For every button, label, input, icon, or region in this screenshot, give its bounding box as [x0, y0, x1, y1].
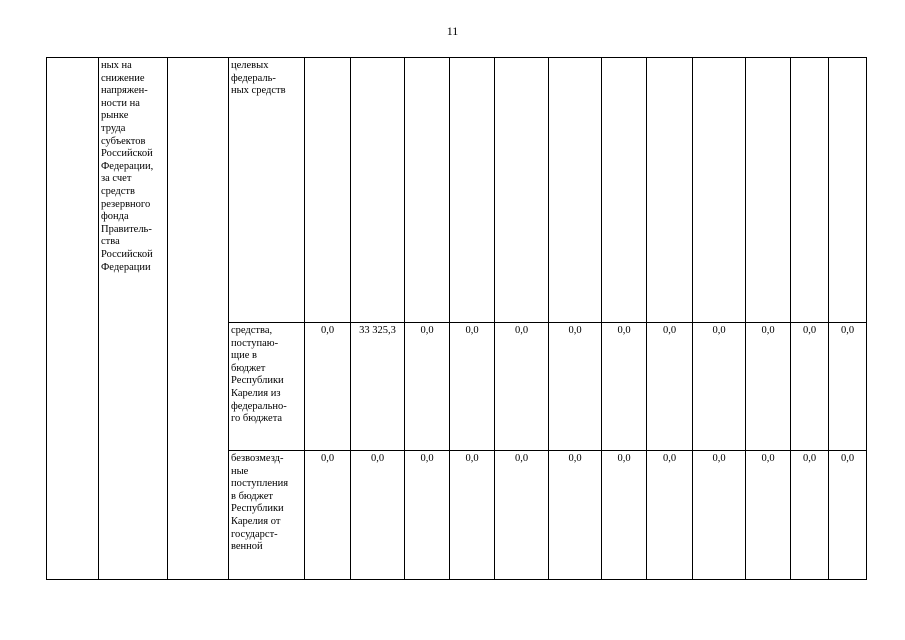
- table-cell-executor: [168, 58, 229, 580]
- value-cell: 0,0: [549, 451, 602, 580]
- value-cell: 0,0: [791, 451, 829, 580]
- funding-source-cell: средства, поступаю- щие в бюджет Республики Карелия из федерально- го бюджета: [229, 323, 305, 451]
- value-cell: 0,0: [602, 323, 647, 451]
- value-cell: 0,0: [405, 451, 450, 580]
- value-cell: 0,0: [829, 323, 867, 451]
- value-cell: 0,0: [495, 323, 549, 451]
- value-cell: [450, 58, 495, 323]
- value-cell: 0,0: [602, 451, 647, 580]
- funding-source-cell: безвозмезд- ные поступления в бюджет Республики Карелия от государст- венной: [229, 451, 305, 580]
- value-cell: 0,0: [351, 451, 405, 580]
- table-cell-number: [47, 58, 99, 580]
- value-cell: [829, 58, 867, 323]
- value-cell: [305, 58, 351, 323]
- value-cell: 0,0: [693, 323, 746, 451]
- value-cell: [647, 58, 693, 323]
- value-cell: [351, 58, 405, 323]
- value-cell: [693, 58, 746, 323]
- value-cell: 0,0: [305, 451, 351, 580]
- value-cell: 0,0: [549, 323, 602, 451]
- value-cell: [495, 58, 549, 323]
- value-cell: 0,0: [647, 451, 693, 580]
- table-row: [47, 58, 867, 323]
- value-cell: [746, 58, 791, 323]
- value-cell: 0,0: [450, 451, 495, 580]
- value-cell: 0,0: [746, 451, 791, 580]
- value-cell: 33 325,3: [351, 323, 405, 451]
- value-cell: 0,0: [450, 323, 495, 451]
- page-number: 11: [446, 24, 459, 38]
- value-cell: 0,0: [647, 323, 693, 451]
- value-cell: 0,0: [829, 451, 867, 580]
- funding-source-cell: целевых федераль- ных средств: [229, 58, 305, 323]
- value-cell: 0,0: [405, 323, 450, 451]
- value-cell: [549, 58, 602, 323]
- value-cell: 0,0: [693, 451, 746, 580]
- value-cell: 0,0: [791, 323, 829, 451]
- value-cell: [791, 58, 829, 323]
- measure-name-cell: ных на снижение напряжен- ности на рынке труда субъектов Российской Федерации, за счет средств резервного фонда Правитель- ства Российской Федерации: [99, 58, 168, 580]
- value-cell: 0,0: [305, 323, 351, 451]
- value-cell: 0,0: [495, 451, 549, 580]
- value-cell: 0,0: [746, 323, 791, 451]
- budget-table: [46, 57, 867, 580]
- value-cell: [405, 58, 450, 323]
- value-cell: [602, 58, 647, 323]
